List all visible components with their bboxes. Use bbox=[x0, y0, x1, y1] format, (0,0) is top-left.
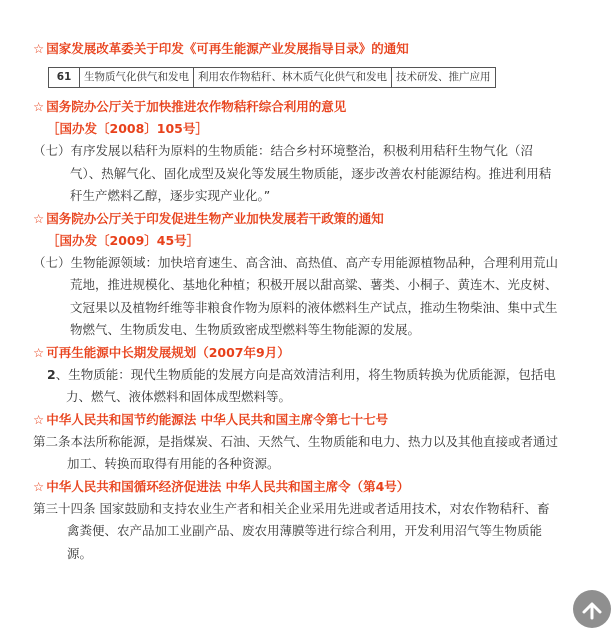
star-icon: ☆ bbox=[33, 411, 45, 427]
chevron-up-icon bbox=[579, 596, 605, 622]
section-4-text: 2、生物质能：现代生物质能的发展方向是高效清洁利用，将生物质转换为优质能源，包括电力、燃气、液体燃料和固体成型燃料等。 bbox=[47, 366, 556, 404]
section-2-title[interactable]: ☆ 国务院办公厅关于加快推进农作物秸秆综合利用的意见 bbox=[33, 99, 347, 114]
catalog-category: 生物质气化供气和发电 bbox=[80, 68, 194, 88]
section-2-doc-number: ［国办发〔2008〕105号］ bbox=[47, 121, 208, 136]
document-body bbox=[33, 38, 558, 565]
star-icon: ☆ bbox=[33, 210, 45, 226]
section-6-title[interactable]: ☆ 中华人民共和国循环经济促进法 中华人民共和国主席令（第4号） bbox=[33, 478, 410, 494]
section-3-doc-number: ［国办发〔2009〕45号］ bbox=[47, 232, 200, 248]
section-3-text: （七）生物能源领域：加快培育速生、高含油、高热值、高产专用能源植物品种，合理利用荒山荒地，推进规模化、基地化种植；积极开展以甜高粱、薯类、小桐子、黄连木、光皮树、文冠果以及植物纤维等非粮食作物为原料的液体燃料生产试点，推动生物柴油、集中式生物燃气、生物质发电、生物质致密成型燃料等生物能源的发展。 bbox=[33, 254, 559, 337]
section-3-title[interactable]: ☆ 国务院办公厅关于印发促进生物产业加快发展若干政策的通知 bbox=[33, 210, 384, 226]
catalog-stage: 技术研发、推广应用 bbox=[392, 68, 496, 88]
star-icon: ☆ bbox=[33, 478, 45, 494]
star-icon: ☆ bbox=[33, 344, 45, 360]
section-1-title[interactable]: ☆ 国家发展改革委关于印发《可再生能源产业发展指导目录》的通知 bbox=[33, 41, 409, 56]
back-to-top-button[interactable] bbox=[573, 590, 611, 628]
section-5-title[interactable]: ☆ 中华人民共和国节约能源法 中华人民共和国主席令第七十七号 bbox=[33, 411, 389, 427]
section-6-text: 第三十四条 国家鼓励和支持农业生产者和相关企业采用先进或者适用技术，对农作物秸秆、畜禽粪便、农产品加工业副产品、废农用薄膜等进行综合利用，开发利用沼气等生物质能源。 bbox=[33, 500, 550, 561]
table-row bbox=[49, 68, 496, 88]
section-5-text: 第二条本法所称能源，是指煤炭、石油、天然气、生物质能和电力、热力以及其他直接或者通过加工、转换而取得有用能的各种资源。 bbox=[33, 433, 559, 471]
catalog-table bbox=[48, 67, 496, 88]
star-icon: ☆ bbox=[33, 99, 45, 114]
catalog-description: 利用农作物秸秆、林木质气化供气和发电 bbox=[194, 68, 392, 88]
catalog-number: 61 bbox=[49, 68, 80, 88]
section-2-text: （七）有序发展以秸秆为原料的生物质能：结合乡村环境整治，积极利用秸秆生物气化（沼气）、热解气化、固化成型及炭化等发展生物质能，逐步改善农村能源结构。推进利用秸秆生产燃料乙醇，逐步实现产业化。” bbox=[33, 143, 552, 203]
star-icon: ☆ bbox=[33, 41, 45, 56]
item-number: 2 bbox=[47, 366, 56, 382]
section-4-title[interactable]: ☆ 可再生能源中长期发展规划（2007年9月） bbox=[33, 344, 290, 360]
